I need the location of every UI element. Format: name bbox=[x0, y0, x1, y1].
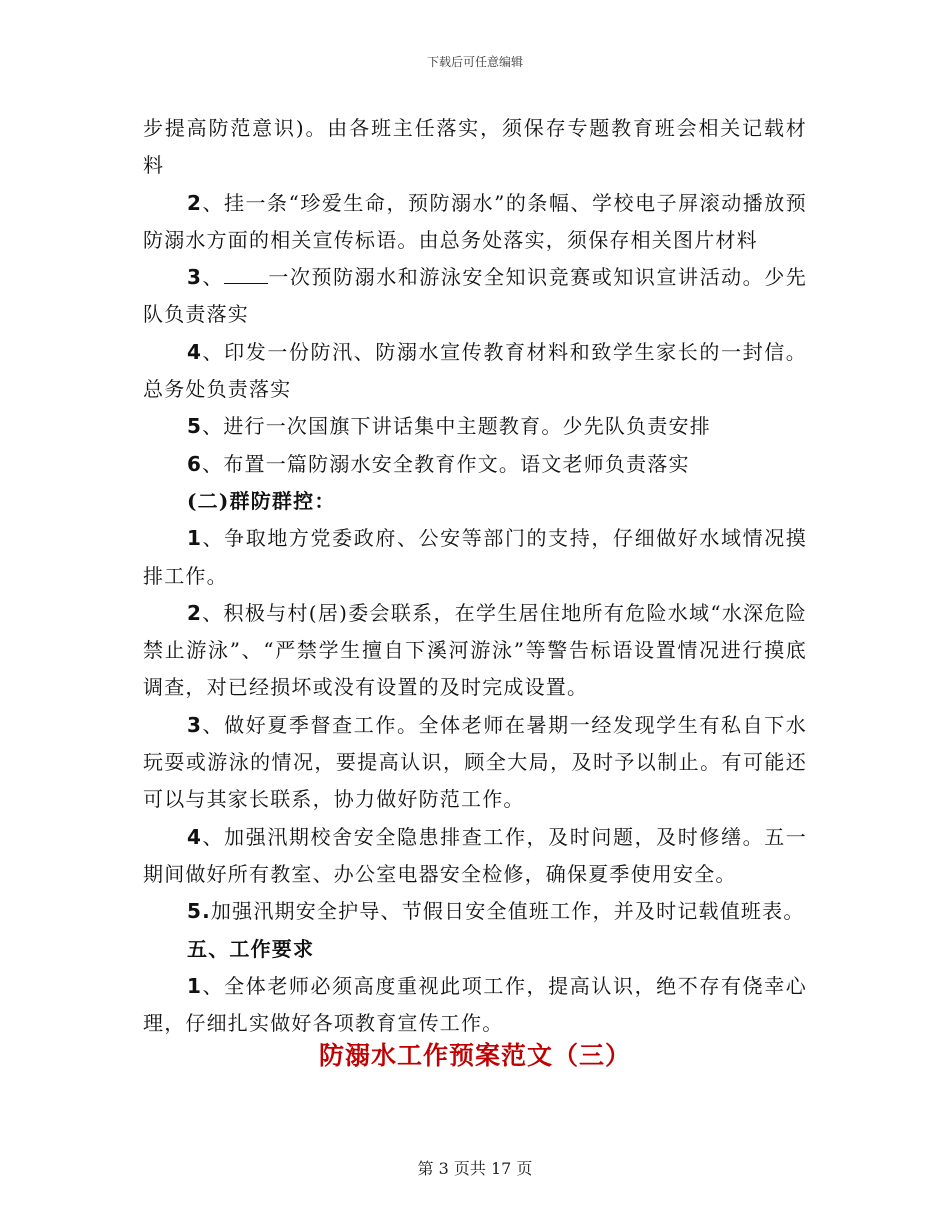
item-number: 2 bbox=[187, 600, 203, 625]
item-separator: 、 bbox=[202, 265, 225, 290]
paragraph-0 bbox=[143, 110, 807, 185]
item-number: 6 bbox=[187, 451, 203, 476]
paragraph-text: 、布置一篇防溺水安全教育作文。语文老师负责落实 bbox=[202, 451, 690, 476]
paragraph-item-1 bbox=[143, 520, 807, 595]
paragraph-text: 、加强汛期校舍安全隐患排查工作，及时问题，及时修缮。五一期间做好所有教室、办公室电器安全检修，确保夏季使用安全。 bbox=[143, 824, 807, 886]
paragraph-item-3b bbox=[143, 707, 807, 819]
paragraph-text: 一次预防溺水和游泳安全知识竞赛或知识宣讲活动。少先队负责落实 bbox=[143, 265, 808, 327]
item-number: 1 bbox=[187, 526, 203, 551]
document-body bbox=[143, 110, 807, 1042]
paragraph-item-4 bbox=[143, 334, 807, 409]
subheading-group-prevention: (二)群防群控： bbox=[187, 488, 336, 513]
item-number: 5 bbox=[187, 414, 203, 439]
section-title: 防溺水工作预案范文（三） bbox=[318, 1041, 631, 1070]
paragraph-item-3 bbox=[143, 259, 807, 334]
item-number: 5. bbox=[187, 899, 211, 924]
item-number: 3 bbox=[187, 712, 203, 737]
paragraph-text: 、做好夏季督查工作。全体老师在暑期一经发现学生有私自下水玩耍或游泳的情况，要提高认识，顾全大局，及时予以制止。有可能还可以与其家长联系，协力做好防范工作。 bbox=[143, 712, 807, 812]
item-number: 4 bbox=[187, 339, 203, 364]
paragraph-item-5 bbox=[143, 408, 807, 445]
item-number: 2 bbox=[187, 190, 203, 215]
paragraph-item-2 bbox=[143, 185, 807, 260]
item-number: 3 bbox=[187, 265, 203, 290]
paragraph-text: 、积极与村(居)委会联系，在学生居住地所有危险水域“水深危险禁止游泳”、“严禁学生擅自下溪河游泳”等警告标语设置情况进行摸底调查，对已经损坏或没有设置的及时完成设置。 bbox=[143, 600, 807, 700]
paragraph-text: 、进行一次国旗下讲话集中主题教育。少先队负责安排 bbox=[202, 414, 711, 439]
item-number: 1 bbox=[187, 973, 203, 998]
paragraph-text: 、争取地方党委政府、公安等部门的支持，仔细做好水域情况摸排工作。 bbox=[143, 526, 807, 588]
paragraph-item-4b bbox=[143, 819, 807, 894]
paragraph-text: 步提高防范意识)。由各班主任落实，须保存专题教育班会相关记载材料 bbox=[143, 116, 807, 178]
paragraph-text: 加强汛期安全护导、节假日安全值班工作，并及时记载值班表。 bbox=[210, 899, 805, 924]
subheading-work-requirements: 五、工作要求 bbox=[187, 936, 315, 961]
paragraph-text: 、印发一份防汛、防溺水宣传教育材料和致学生家长的一封信。总务处负责落实 bbox=[143, 339, 807, 402]
paragraph-item-6 bbox=[143, 446, 807, 483]
page-footer: 第 3 页共 17 页 bbox=[417, 1159, 533, 1178]
paragraph-text: 、全体老师必须高度重视此项工作，提高认识，绝不存有侥幸心理，仔细扎实做好各项教育宣传工作。 bbox=[143, 973, 807, 1036]
paragraph-item-1b bbox=[143, 968, 807, 1043]
paragraph-text: 、挂一条“珍爱生命，预防溺水”的条幅、学校电子屏滚动播放预防溺水方面的相关宣传标语。由总务处落实，须保存相关图片材料 bbox=[143, 190, 807, 252]
paragraph-item-5b bbox=[143, 893, 807, 930]
paragraph-item-2b bbox=[143, 595, 807, 707]
fill-blank bbox=[224, 265, 268, 284]
item-number: 4 bbox=[187, 824, 203, 849]
page-header: 下载后可任意编辑 bbox=[426, 55, 523, 69]
